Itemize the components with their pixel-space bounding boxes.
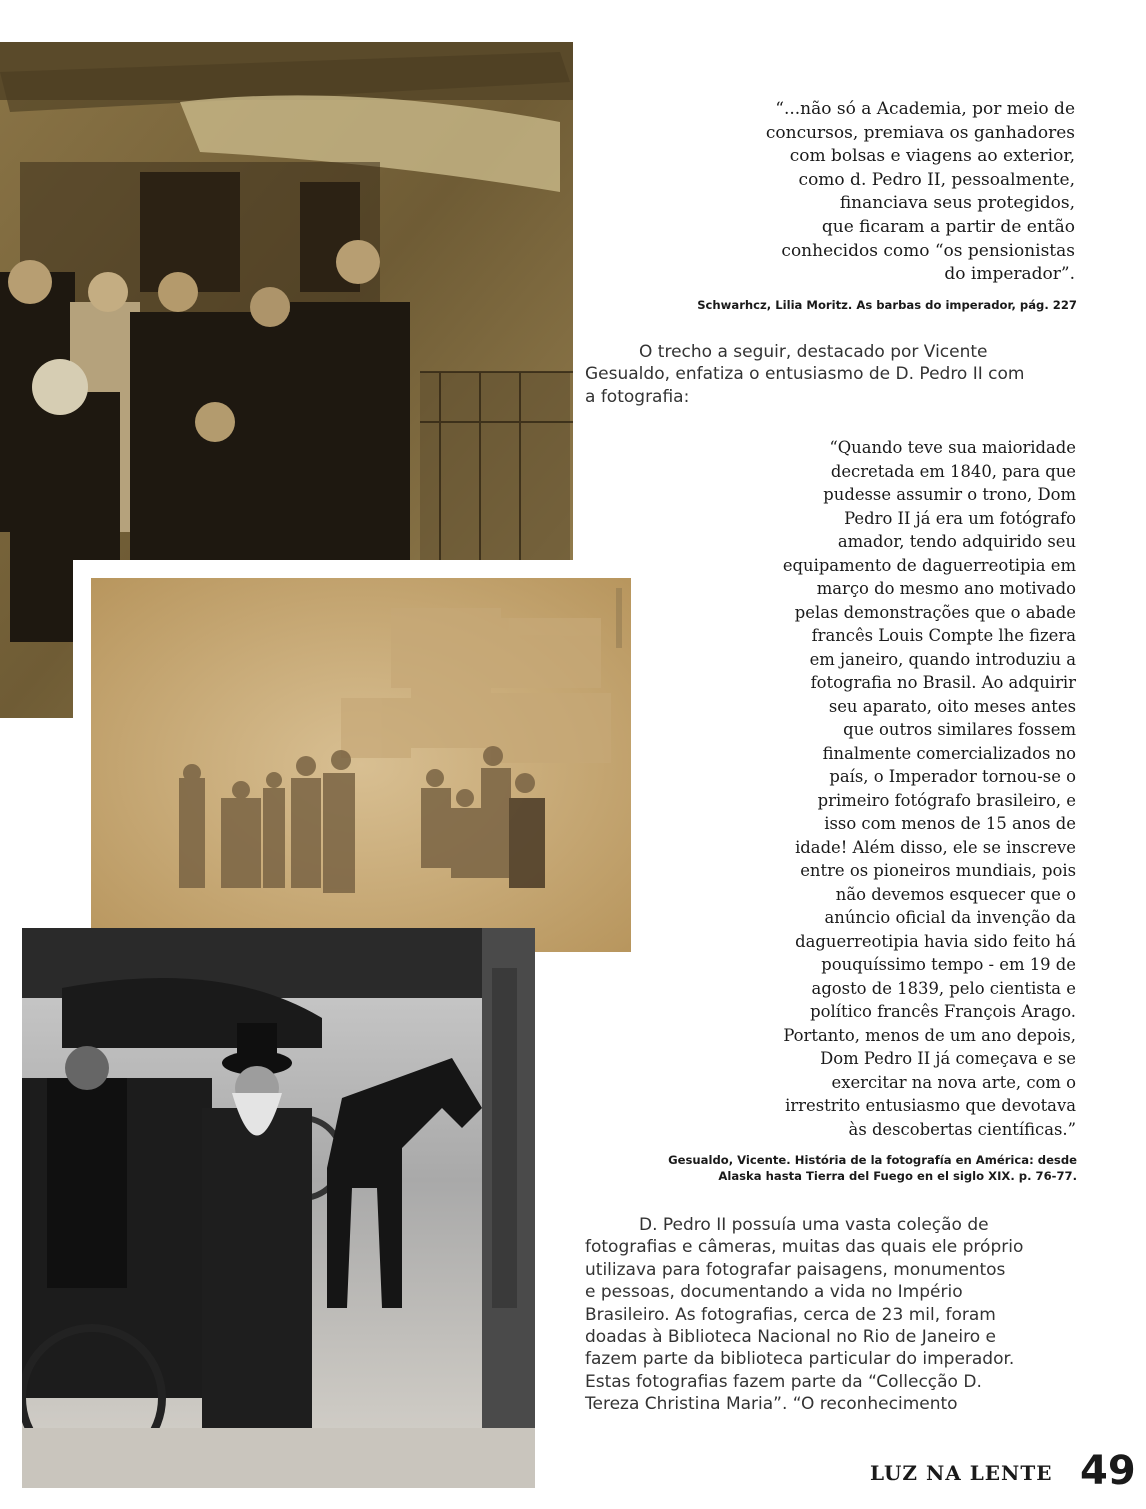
paragraph-line: Gesualdo, enfatiza o entusiasmo de D. Pedro II com — [585, 364, 1025, 385]
quote-line: que ficaram a partir de então — [821, 216, 1075, 237]
quote-line: com bolsas e viagens ao exterior, — [789, 146, 1075, 167]
quote-line: idade! Além disso, ele se inscreve — [795, 837, 1076, 857]
quote-line: pelas demonstrações que o abade — [794, 602, 1076, 622]
paragraph-line: fotografias e câmeras, muitas das quais ele próprio — [585, 1237, 1024, 1258]
quote-line: financiava seus protegidos, — [839, 193, 1075, 214]
quote-line: isso com menos de 15 anos de — [824, 814, 1076, 833]
quote-line: exercitar na nova arte, com o — [831, 1072, 1076, 1092]
paragraph-line: utilizava para fotografar paisagens, monumentos — [585, 1259, 1006, 1280]
quote-line: março do mesmo ano motivado — [816, 579, 1076, 598]
quote-line: francês Louis Compte lhe fizera — [811, 626, 1076, 645]
quote-line: como d. Pedro II, pessoalmente, — [798, 169, 1075, 190]
quote-line: entre os pioneiros mundiais, pois — [800, 861, 1076, 880]
paragraph-line: O trecho a seguir, destacado por Vicente — [639, 342, 988, 362]
citation-line: Alaska hasta Tierra del Fuego en el siglo XIX. p. 76-77. — [718, 1169, 1077, 1183]
quote-line: que outros similares fossem — [843, 720, 1076, 739]
paragraph-line: a fotografia: — [585, 386, 690, 407]
quote-line: agosto de 1839, pelo cientista e — [811, 978, 1076, 998]
paragraph-line: fazem parte da biblioteca particular do imperador. — [585, 1349, 1015, 1370]
emperor-carriage-photo — [22, 928, 535, 1488]
paragraph-line: Tereza Christina Maria”. “O reconhecimento — [585, 1394, 958, 1415]
quote-line: pouquíssimo tempo - em 19 de — [821, 955, 1076, 974]
quote-line: primeiro fotógrafo brasileiro, e — [817, 790, 1076, 810]
quote-citation-gesualdo — [600, 1152, 1077, 1184]
quote-line: pudesse assumir o trono, Dom — [823, 485, 1076, 504]
quote-line: Pedro II já era um fotógrafo — [844, 508, 1076, 528]
quote-line: amador, tendo adquirido seu — [837, 532, 1076, 551]
paragraph-line: doadas à Biblioteca Nacional no Rio de Janeiro e — [585, 1327, 996, 1348]
quote-line: Portanto, menos de um ano depois, — [783, 1025, 1076, 1045]
stone-ruins-group-photo — [73, 560, 653, 970]
pull-quote-gesualdo — [660, 436, 1076, 1141]
quote-line: daguerreotipia havia sido feito há — [795, 931, 1076, 951]
collection-paragraph — [585, 1214, 1075, 1416]
citation-line: Gesualdo, Vicente. História de la fotografía en América: desde — [668, 1153, 1077, 1167]
quote-line: Dom Pedro II já começava e se — [820, 1049, 1076, 1068]
quote-line: seu aparato, oito meses antes — [828, 696, 1076, 716]
quote-line: “Quando teve sua maioridade — [829, 438, 1076, 457]
quote-line: concursos, premiava os ganhadores — [765, 122, 1075, 143]
quote-line: finalmente comercializados no — [822, 743, 1076, 763]
paragraph-line: e pessoas, documentando a vida no Império — [585, 1282, 963, 1303]
quote-line: equipamento de daguerreotipia em — [782, 555, 1076, 575]
quote-line: decretada em 1840, para que — [830, 461, 1076, 481]
quote-line: país, o Imperador tornou-se o — [829, 767, 1076, 786]
quote-line: às descobertas científicas.” — [848, 1119, 1076, 1139]
quote-citation-schwarcz: Schwarhcz, Lilia Moritz. As barbas do imperador, pág. 227 — [697, 298, 1077, 312]
pull-quote-academia — [640, 98, 1075, 287]
paragraph-line: Estas fotografias fazem parte da “Collecção D. — [585, 1371, 982, 1392]
quote-line: do imperador”. — [944, 264, 1075, 285]
paragraph-line: D. Pedro II possuía uma vasta coleção de — [639, 1215, 989, 1235]
magazine-title: LUZ NA LENTE — [870, 1461, 1053, 1485]
quote-line: político francês François Arago. — [810, 1002, 1076, 1021]
quote-line: conhecidos como “os pensionistas — [781, 240, 1075, 261]
quote-line: não devemos esquecer que o — [835, 884, 1076, 904]
quote-line: anúncio oficial da invenção da — [824, 908, 1076, 927]
quote-line: irrestrito entusiasmo que devotava — [785, 1096, 1076, 1115]
quote-line: em janeiro, quando introduziu a — [809, 649, 1076, 669]
quote-line: “...não só a Academia, por meio de — [775, 99, 1075, 119]
paragraph-line: Brasileiro. As fotografias, cerca de 23 mil, foram — [585, 1304, 996, 1325]
page-number: 49 — [1080, 1448, 1136, 1494]
intro-paragraph — [585, 341, 1075, 408]
quote-line: fotografia no Brasil. Ao adquirir — [810, 673, 1076, 692]
